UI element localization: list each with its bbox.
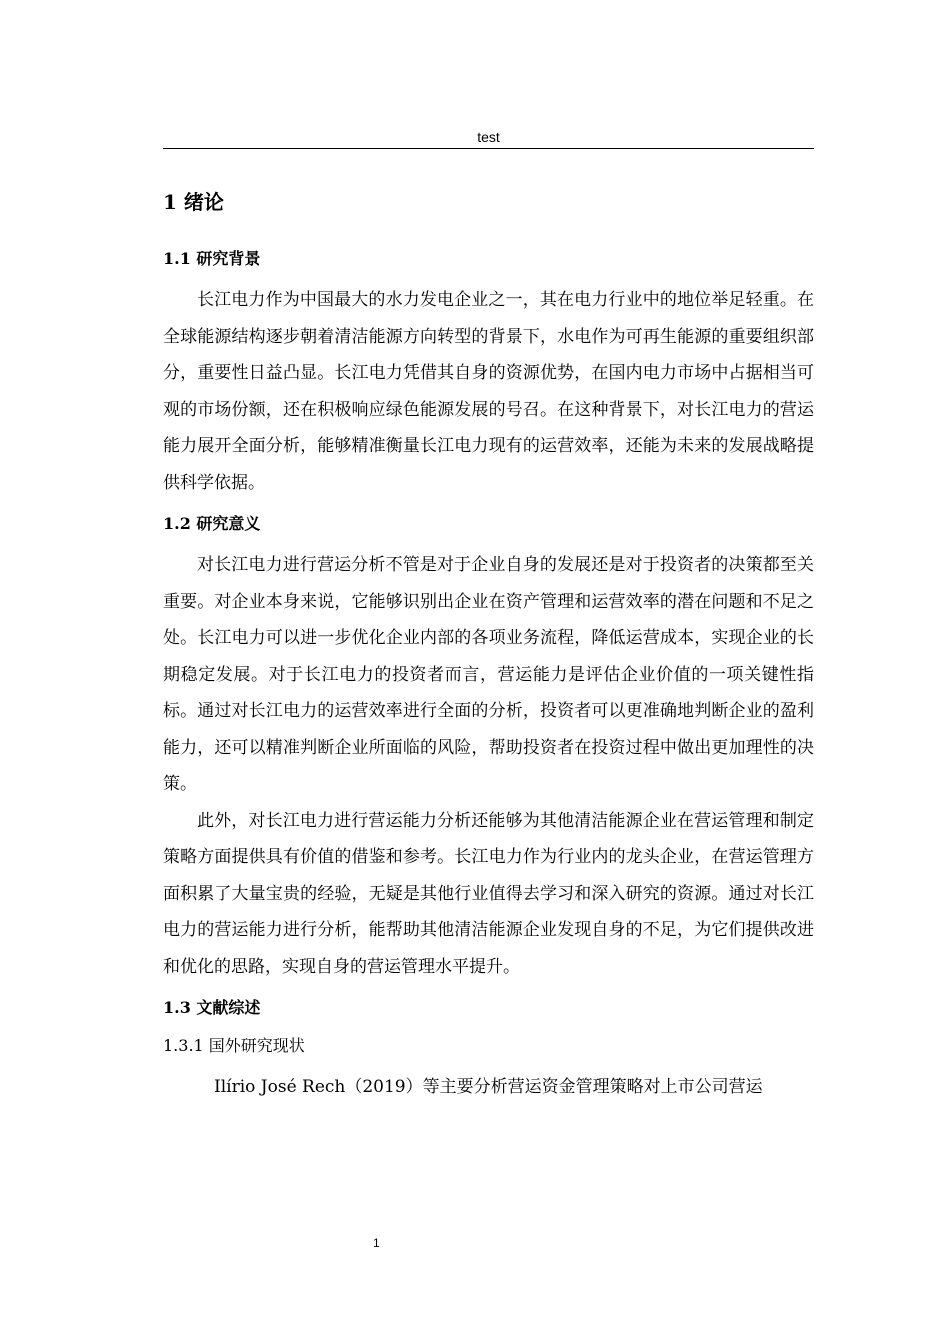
paragraph: 对长江电力进行营运分析不管是对于企业自身的发展还是对于投资者的决策都至关重要。对企业本身来说，它能够识别出企业在资产管理和运营效率的潜在问题和不足之处。长江电力可以进一步优化企业内部的各项业务流程，降低运营成本，实现企业的长期稳定发展。对于长江电力的投资者而言，营运能力是评估企业价值的一项关键性指标。通过对长江电力的运营效率进行全面的分析，投资者可以更准确地判断企业的盈利能力，还可以精准判断企业所面临的风险，帮助投资者在投资过程中做出更加理性的决策。 <box>163 555 814 794</box>
paragraph: 长江电力作为中国最大的水力发电企业之一，其在电力行业中的地位举足轻重。在全球能源结构逐步朝着清洁能源方向转型的背景下，水电作为可再生能源的重要组织部分，重要性日益凸显。长江电力凭借其自身的资源优势，在国内电力市场中占据相当可观的市场份额，还在积极响应绿色能源发展的号召。在这种背景下，对长江电力的营运能力展开全面分析，能够精准衡量长江电力现有的运营效率，还能为未来的发展战略提供科学依据。 <box>163 290 814 493</box>
page-number: 1 <box>373 1236 380 1250</box>
paragraph: Ilírio José Rech（2019）等主要分析营运资金管理策略对上市公司营运 <box>214 1077 763 1097</box>
paragraph: 此外，对长江电力进行营运能力分析还能够为其他清洁能源企业在营运管理和制定策略方面提供具有价值的借鉴和参考。长江电力作为行业内的龙头企业，在营运管理方面积累了大量宝贵的经验，无疑是其他行业值得去学习和深入研究的资源。通过对长江电力的营运能力进行分析，能帮助其他清洁能源企业发现自身的不足，为它们提供改进和优化的思路，实现自身的营运管理水平提升。 <box>163 810 814 977</box>
subsection-heading-1-3-1: 1.3.1 国外研究现状 <box>163 1036 305 1055</box>
page-header: test <box>163 126 814 149</box>
section-heading-1-3: 1.3 文献综述 <box>163 998 261 1017</box>
chapter-title: 1 绪论 <box>163 190 224 214</box>
section-heading-1-1: 1.1 研究背景 <box>163 249 261 268</box>
section-heading-1-2: 1.2 研究意义 <box>163 514 261 533</box>
page-content <box>163 184 814 1106</box>
